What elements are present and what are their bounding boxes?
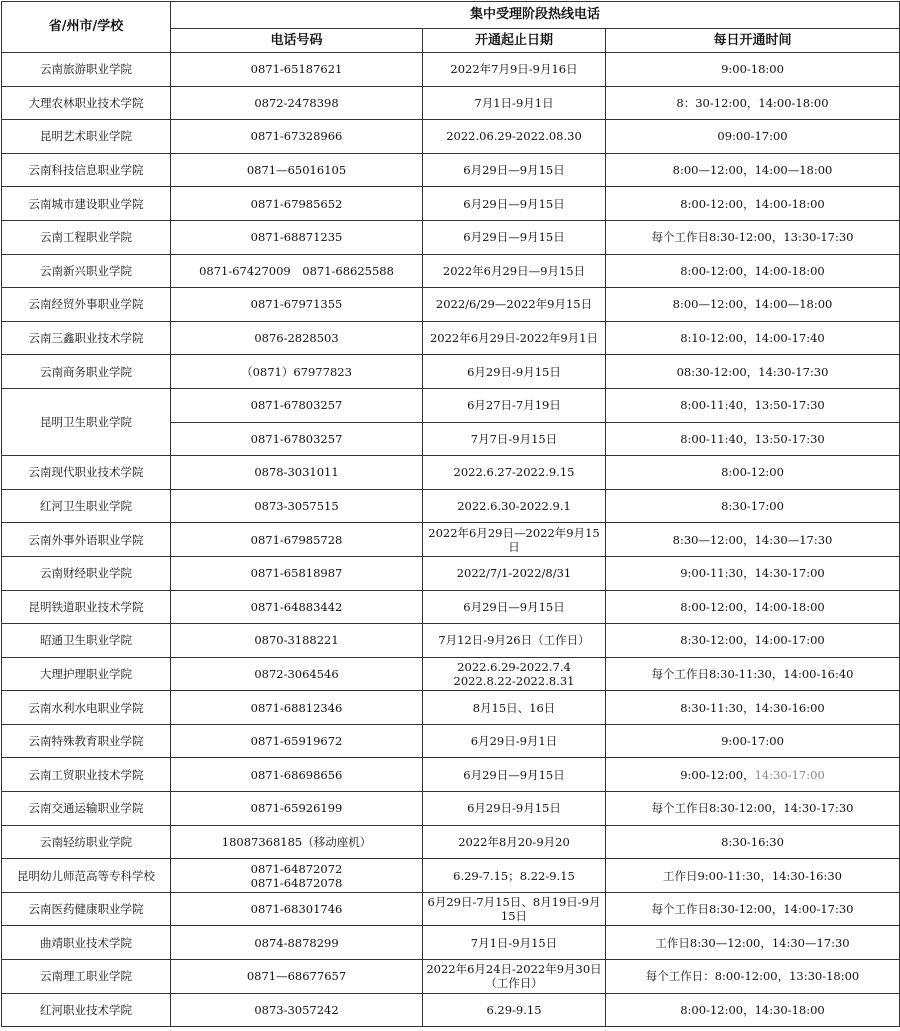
school-cell: 云南商务职业学院 bbox=[2, 355, 171, 389]
hours-cell: 8:00—12:00，14:00—18:00 bbox=[606, 153, 900, 187]
table-row bbox=[2, 53, 900, 87]
hotline-table bbox=[1, 1, 900, 1027]
hours-cell: 9:00-17:00 bbox=[606, 724, 900, 758]
hours-cell: 工作日8:30—12:00，14:30—17:30 bbox=[606, 926, 900, 960]
phone-cell: 0871-64883442 bbox=[171, 590, 423, 624]
table-row bbox=[2, 691, 900, 725]
table-row bbox=[2, 892, 900, 926]
table-row bbox=[2, 187, 900, 221]
phone-cell: 0871-65919672 bbox=[171, 724, 423, 758]
table-row bbox=[2, 993, 900, 1027]
school-column-header: 省/州市/学校 bbox=[2, 2, 171, 53]
hours-cell: 8:30-11:30，14:30-16:00 bbox=[606, 691, 900, 725]
hours-cell: 每个工作日8:30-12:00，14:00-17:30 bbox=[606, 892, 900, 926]
phone-cell: 0870-3188221 bbox=[171, 624, 423, 658]
dates-cell: 7月1日-9月1日 bbox=[423, 86, 606, 120]
dates-line: 2022.6.29-2022.7.4 bbox=[457, 659, 571, 674]
dates-cell: 6月29日-9月15日 bbox=[423, 792, 606, 826]
phone-cell: 0871-67985652 bbox=[171, 187, 423, 221]
dates-cell: 2022年6月29日-2022年9月1日 bbox=[423, 321, 606, 355]
table-row bbox=[2, 489, 900, 523]
hours-cell bbox=[606, 758, 900, 792]
dates-cell: 2022年7月9日-9月16日 bbox=[423, 53, 606, 87]
phone-line: 0871-64872072 bbox=[250, 861, 343, 876]
dates-cell: 6月27日-7月19日 bbox=[423, 388, 606, 422]
school-cell: 云南理工职业学院 bbox=[2, 960, 171, 994]
school-cell: 云南科技信息职业学院 bbox=[2, 153, 171, 187]
dates-cell: 6月29日—9月15日 bbox=[423, 153, 606, 187]
dates-cell: 2022年6月29日—9月15日 bbox=[423, 254, 606, 288]
hours-text: 9:00-12:00， bbox=[680, 767, 755, 782]
hours-cell: 09:00-17:00 bbox=[606, 120, 900, 154]
table-row bbox=[2, 556, 900, 590]
dates-cell: 8月15日、16日 bbox=[423, 691, 606, 725]
phone-cell: 0876-2828503 bbox=[171, 321, 423, 355]
hours-cell: 8:30—12:00，14:30—17:30 bbox=[606, 523, 900, 557]
school-cell: 昭通卫生职业学院 bbox=[2, 624, 171, 658]
hours-cell: 工作日9:00-11:30，14:30-16:30 bbox=[606, 859, 900, 893]
school-cell: 曲靖职业技术学院 bbox=[2, 926, 171, 960]
hours-cell: 每个工作日8:30-12:00，14:30-17:30 bbox=[606, 792, 900, 826]
hours-cell: 8:30-12:00，14:00-17:00 bbox=[606, 624, 900, 658]
dates-cell bbox=[423, 657, 606, 691]
table-row bbox=[2, 758, 900, 792]
phone-cell bbox=[171, 859, 423, 893]
hours-cell: 8:00-12:00，14:00-18:00 bbox=[606, 187, 900, 221]
dates-cell: 6月29日—9月15日 bbox=[423, 220, 606, 254]
dates-cell: 2022年8月20-9月20 bbox=[423, 825, 606, 859]
school-cell: 红河卫生职业学院 bbox=[2, 489, 171, 523]
phone-cell: 0871-67328966 bbox=[171, 120, 423, 154]
phone-cell: 0871-67803257 bbox=[171, 422, 423, 456]
phone-cell: 0871-67427009 0871-68625588 bbox=[171, 254, 423, 288]
school-cell: 云南经贸外事职业学院 bbox=[2, 288, 171, 322]
phone-cell: 0878-3031011 bbox=[171, 456, 423, 490]
hours-text-gray: 14:30-17:00 bbox=[754, 767, 825, 782]
phone-cell: 0871—65016105 bbox=[171, 153, 423, 187]
hours-cell: 8:00-12:00，14:00-18:00 bbox=[606, 254, 900, 288]
dates-cell: 6.29-9.15 bbox=[423, 993, 606, 1027]
table-row bbox=[2, 523, 900, 557]
header-row bbox=[2, 2, 900, 29]
school-cell: 云南三鑫职业技术学院 bbox=[2, 321, 171, 355]
hours-cell: 8:00—12:00，14:00—18:00 bbox=[606, 288, 900, 322]
hours-cell: 8:00-11:40，13:50-17:30 bbox=[606, 388, 900, 422]
hours-cell: 8:10-12:00，14:00-17:40 bbox=[606, 321, 900, 355]
hours-cell: 9:00-11:30，14:30-17:00 bbox=[606, 556, 900, 590]
dates-cell: 2022/6/29—2022年9月15日 bbox=[423, 288, 606, 322]
phone-cell: 0873-3057515 bbox=[171, 489, 423, 523]
hours-cell: 8:30-17:00 bbox=[606, 489, 900, 523]
dates-cell: 6月29日—9月15日 bbox=[423, 758, 606, 792]
table-row bbox=[2, 792, 900, 826]
phone-cell: 0872-2478398 bbox=[171, 86, 423, 120]
school-cell: 红河职业技术学院 bbox=[2, 993, 171, 1027]
dates-cell: 2022.6.27-2022.9.15 bbox=[423, 456, 606, 490]
phone-line: 0871-64872078 bbox=[250, 875, 343, 890]
phone-cell: 0871-67971355 bbox=[171, 288, 423, 322]
table-row bbox=[2, 724, 900, 758]
school-cell: 大理农林职业技术学院 bbox=[2, 86, 171, 120]
hours-cell: 每个工作日8:30-11:30，14:00-16:40 bbox=[606, 657, 900, 691]
school-cell: 云南轻纺职业学院 bbox=[2, 825, 171, 859]
table-row bbox=[2, 86, 900, 120]
phone-column-header: 电话号码 bbox=[171, 29, 423, 53]
table-row bbox=[2, 355, 900, 389]
dates-cell: 6月29日-9月15日 bbox=[423, 355, 606, 389]
table-row bbox=[2, 254, 900, 288]
school-cell: 云南特殊教育职业学院 bbox=[2, 724, 171, 758]
dates-cell: 2022年6月24日-2022年9月30日（工作日） bbox=[423, 960, 606, 994]
school-cell: 云南医药健康职业学院 bbox=[2, 892, 171, 926]
school-cell: 云南现代职业技术学院 bbox=[2, 456, 171, 490]
dates-cell: 7月1日-9月15日 bbox=[423, 926, 606, 960]
phone-cell: 0871-67803257 bbox=[171, 388, 423, 422]
phone-cell: 0871-65926199 bbox=[171, 792, 423, 826]
phone-cell: 0873-3057242 bbox=[171, 993, 423, 1027]
dates-cell: 6月29日-9月1日 bbox=[423, 724, 606, 758]
hotline-group-header: 集中受理阶段热线电话 bbox=[171, 2, 900, 29]
table-row bbox=[2, 388, 900, 422]
hours-cell: 9:00-18:00 bbox=[606, 53, 900, 87]
school-cell: 云南城市建设职业学院 bbox=[2, 187, 171, 221]
dates-cell: 2022.06.29-2022.08.30 bbox=[423, 120, 606, 154]
school-cell: 昆明卫生职业学院 bbox=[2, 388, 171, 455]
dates-cell: 6月29日—9月15日 bbox=[423, 590, 606, 624]
school-cell: 昆明幼儿师范高等专科学校 bbox=[2, 859, 171, 893]
school-cell: 云南旅游职业学院 bbox=[2, 53, 171, 87]
table-row bbox=[2, 926, 900, 960]
hours-cell: 8:00-12:00，14:00-18:00 bbox=[606, 590, 900, 624]
hours-column-header: 每日开通时间 bbox=[606, 29, 900, 53]
phone-cell: （0871）67977823 bbox=[171, 355, 423, 389]
school-cell: 云南财经职业学院 bbox=[2, 556, 171, 590]
school-cell: 昆明艺术职业学院 bbox=[2, 120, 171, 154]
hours-cell: 8:00-12:00 bbox=[606, 456, 900, 490]
phone-cell: 0871-65818987 bbox=[171, 556, 423, 590]
table-row bbox=[2, 220, 900, 254]
phone-cell: 0871—68677657 bbox=[171, 960, 423, 994]
dates-cell: 2022.6.30-2022.9.1 bbox=[423, 489, 606, 523]
hours-cell: 每个工作日：8:00-12:00，13:30-18:00 bbox=[606, 960, 900, 994]
school-cell: 云南水利水电职业学院 bbox=[2, 691, 171, 725]
phone-cell: 0874-8878299 bbox=[171, 926, 423, 960]
school-cell: 昆明铁道职业技术学院 bbox=[2, 590, 171, 624]
school-cell: 云南工贸职业技术学院 bbox=[2, 758, 171, 792]
dates-cell: 2022/7/1-2022/8/31 bbox=[423, 556, 606, 590]
table-row bbox=[2, 590, 900, 624]
hours-cell: 8:00-12:00，14:30-18:00 bbox=[606, 993, 900, 1027]
phone-cell: 0871-68301746 bbox=[171, 892, 423, 926]
school-cell: 云南新兴职业学院 bbox=[2, 254, 171, 288]
table-row bbox=[2, 859, 900, 893]
phone-cell: 0871-68698656 bbox=[171, 758, 423, 792]
phone-cell: 0871-68871235 bbox=[171, 220, 423, 254]
dates-cell: 6月29日-7月15日、8月19日-9月15日 bbox=[423, 892, 606, 926]
dates-cell: 2022年6月29日—2022年9月15日 bbox=[423, 523, 606, 557]
phone-cell: 18087368185（移动座机） bbox=[171, 825, 423, 859]
dates-cell: 6.29-7.15；8.22-9.15 bbox=[423, 859, 606, 893]
phone-cell: 0871-65187621 bbox=[171, 53, 423, 87]
dates-cell: 7月7日-9月15日 bbox=[423, 422, 606, 456]
school-cell: 云南外事外语职业学院 bbox=[2, 523, 171, 557]
table-row bbox=[2, 288, 900, 322]
phone-cell: 0871-67985728 bbox=[171, 523, 423, 557]
table-row bbox=[2, 960, 900, 994]
table-row bbox=[2, 120, 900, 154]
phone-cell: 0871-68812346 bbox=[171, 691, 423, 725]
hours-cell: 8:30-16:30 bbox=[606, 825, 900, 859]
table-row bbox=[2, 456, 900, 490]
hours-cell: 08:30-12:00，14:30-17:30 bbox=[606, 355, 900, 389]
school-cell: 云南工程职业学院 bbox=[2, 220, 171, 254]
hours-cell: 8：30-12:00，14:00-18:00 bbox=[606, 86, 900, 120]
table-row bbox=[2, 321, 900, 355]
table-row bbox=[2, 153, 900, 187]
dates-line: 2022.8.22-2022.8.31 bbox=[453, 673, 575, 688]
hours-cell: 每个工作日8:30-12:00，13:30-17:30 bbox=[606, 220, 900, 254]
dates-cell: 7月12日-9月26日（工作日） bbox=[423, 624, 606, 658]
table-row bbox=[2, 624, 900, 658]
dates-column-header: 开通起止日期 bbox=[423, 29, 606, 53]
phone-cell: 0872-3064546 bbox=[171, 657, 423, 691]
table-row bbox=[2, 657, 900, 691]
table-row bbox=[2, 825, 900, 859]
hours-cell: 8:00-11:40，13:50-17:30 bbox=[606, 422, 900, 456]
dates-cell: 6月29日—9月15日 bbox=[423, 187, 606, 221]
school-cell: 大理护理职业学院 bbox=[2, 657, 171, 691]
school-cell: 云南交通运输职业学院 bbox=[2, 792, 171, 826]
